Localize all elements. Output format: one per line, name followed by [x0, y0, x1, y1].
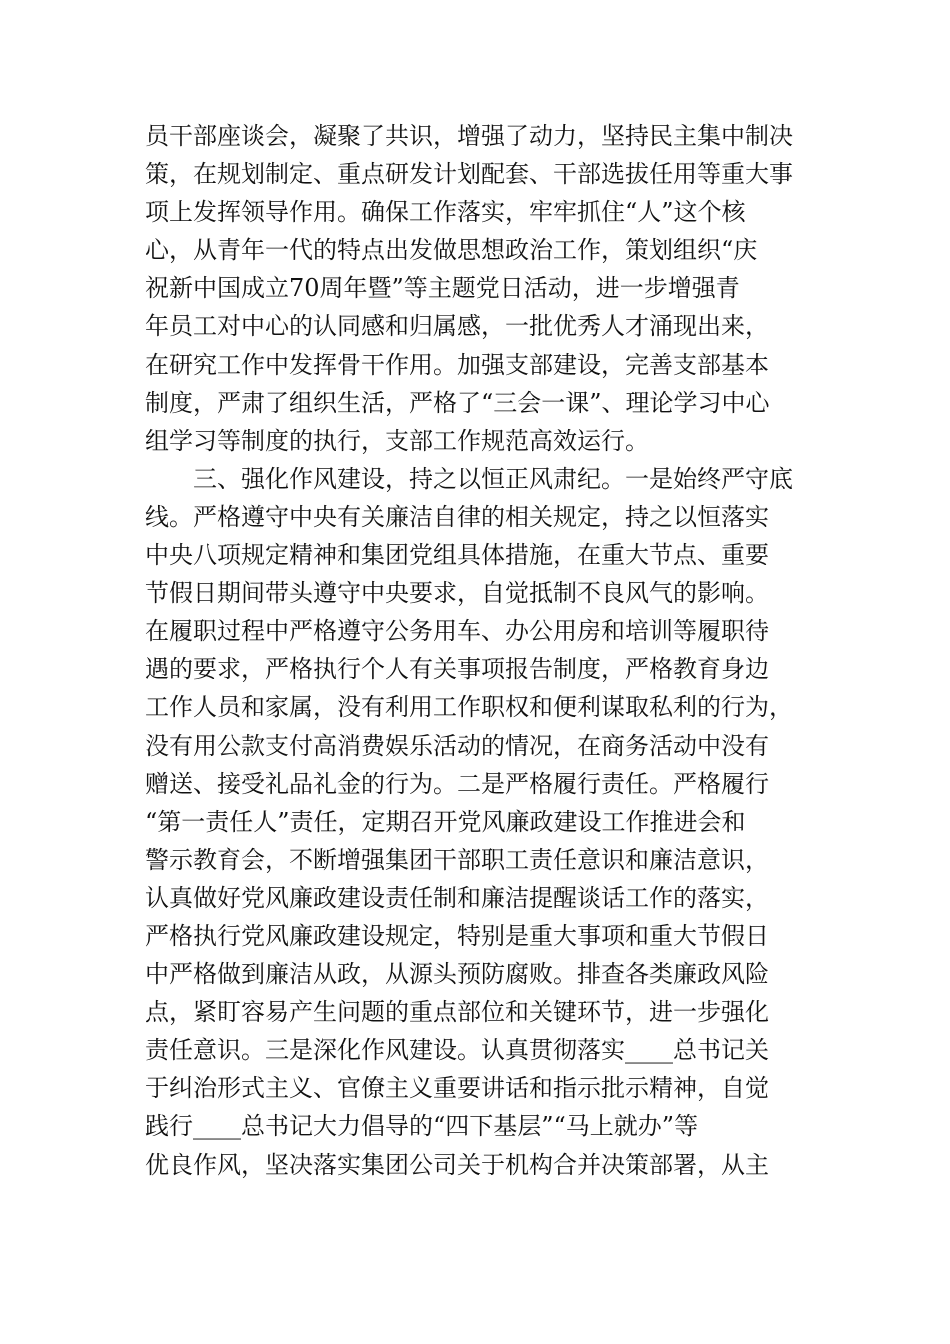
text-line-23: 中严格做到廉洁从政，从源头预防腐败。排查各类廉政风险	[145, 960, 769, 989]
text-line-24: 点，紧盯容易产生问题的重点部位和关键环节，进一步强化	[145, 998, 769, 1027]
text-line-8: 制度，严肃了组织生活，严格了“三会一课”、理论学习中心	[145, 388, 770, 417]
text-line-3: 项上发挥领导作用。确保工作落实，牢牢抓住“人”这个核	[145, 198, 746, 227]
text-line-6: 年员工对中心的认同感和归属感，一批优秀人才涌现出来，	[145, 312, 769, 341]
body-text	[145, 117, 810, 1184]
text-line-27: 践行____总书记大力倡导的“四下基层”“马上就办”等	[145, 1112, 699, 1141]
text-line-9: 组学习等制度的执行，支部工作规范高效运行。	[145, 426, 649, 455]
text-line-28: 优良作风，坚决落实集团公司关于机构合并决策部署，从主	[145, 1150, 769, 1179]
text-line-13: 节假日期间带头遵守中央要求，自觉抵制不良风气的影响。	[145, 579, 769, 608]
text-line-1: 员干部座谈会，凝聚了共识，增强了动力，坚持民主集中制决	[145, 122, 793, 150]
text-line-20: 警示教育会，不断增强集团干部职工责任意识和廉洁意识，	[145, 845, 769, 874]
text-line-12: 中央八项规定精神和集团党组具体措施，在重大节点、重要	[145, 541, 769, 570]
text-line-22: 严格执行党风廉政建设规定，特别是重大事项和重大节假日	[145, 921, 769, 950]
text-line-7: 在研究工作中发挥骨干作用。加强支部建设，完善支部基本	[145, 350, 769, 379]
text-line-19: “第一责任人”责任，定期召开党风廉政建设工作推进会和	[145, 807, 746, 836]
text-line-21: 认真做好党风廉政建设责任制和廉洁提醒谈话工作的落实，	[145, 883, 769, 912]
section-heading-line: 三、强化作风建设，持之以恒正风肃纪。一是始终严守底	[193, 464, 793, 493]
text-line-14: 在履职过程中严格遵守公务用车、办公用房和培训等履职待	[145, 617, 769, 646]
text-line-11: 线。严格遵守中央有关廉洁自律的相关规定，持之以恒落实	[145, 502, 769, 531]
text-line-4: 心，从青年一代的特点出发做思想政治工作，策划组织“庆	[145, 236, 758, 265]
text-line-26: 于纠治形式主义、官僚主义重要讲话和指示批示精神，自觉	[145, 1074, 769, 1103]
text-line-16: 工作人员和家属，没有利用工作职权和便利谋取私利的行为，	[145, 693, 793, 722]
text-line-2: 策，在规划制定、重点研发计划配套、干部选拔任用等重大事	[145, 160, 793, 189]
text-line-15: 遇的要求，严格执行个人有关事项报告制度，严格教育身边	[145, 655, 769, 684]
text-line-18: 赠送、接受礼品礼金的行为。二是严格履行责任。严格履行	[145, 769, 769, 798]
text-line-17: 没有用公款支付高消费娱乐活动的情况，在商务活动中没有	[145, 731, 769, 760]
text-line-5: 祝新中国成立70周年暨”等主题党日活动，进一步增强青	[145, 274, 740, 303]
text-line-25: 责任意识。三是深化作风建设。认真贯彻落实____总书记关	[145, 1036, 769, 1065]
